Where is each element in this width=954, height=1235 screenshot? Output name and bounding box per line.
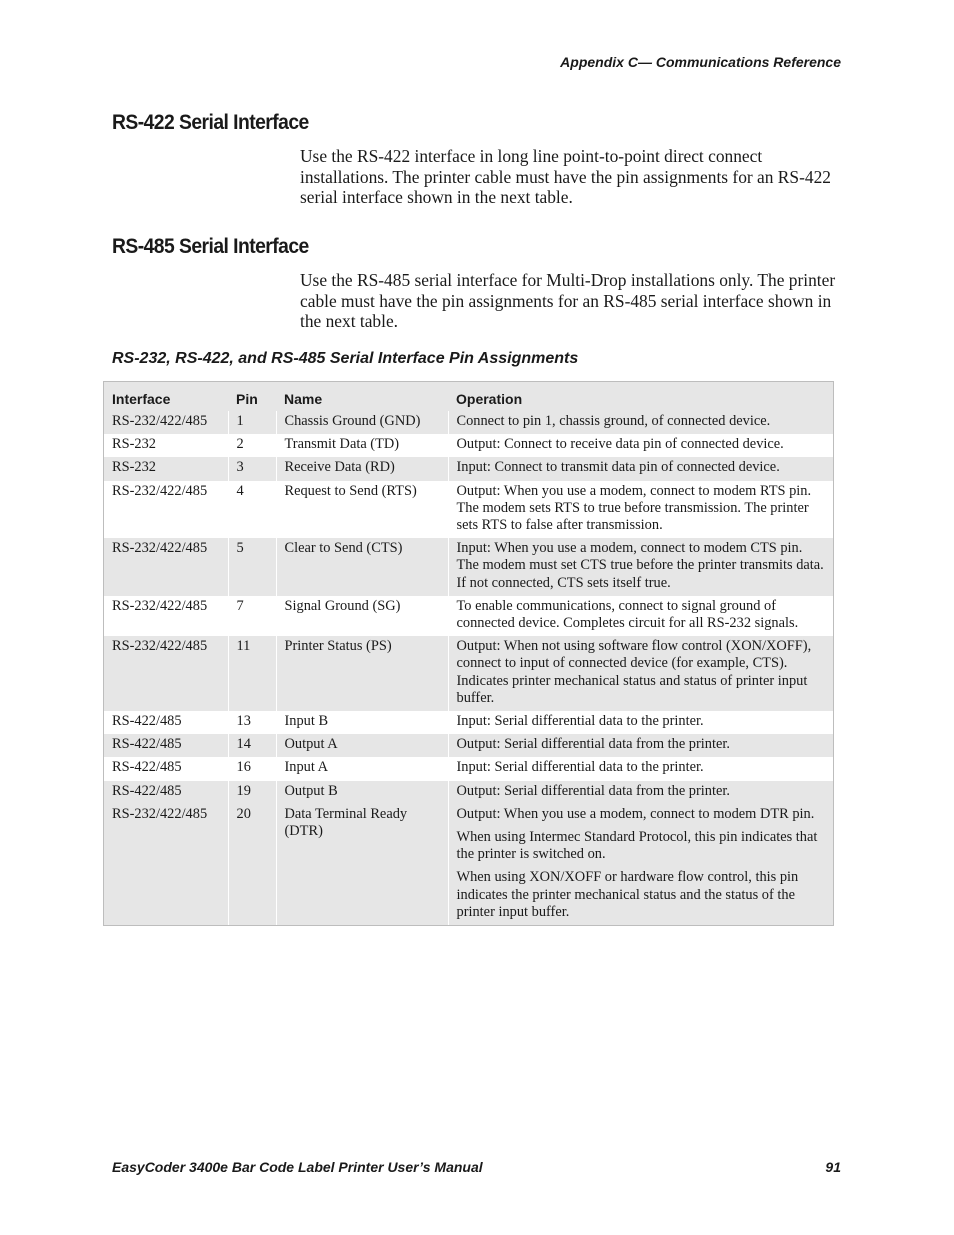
table-row bbox=[104, 481, 833, 539]
footer-manual-title: EasyCoder 3400e Bar Code Label Printer User’s Manual bbox=[112, 1159, 483, 1175]
section-heading-rs422: RS-422 Serial Interface bbox=[112, 111, 309, 134]
cell-pin: 14 bbox=[228, 734, 276, 757]
cell-pin: 11 bbox=[228, 636, 276, 711]
cell-interface: RS-232/422/485 bbox=[104, 538, 228, 596]
page-number: 91 bbox=[825, 1159, 841, 1175]
cell-operation bbox=[448, 538, 833, 596]
cell-name: Input B bbox=[276, 711, 448, 734]
table-row bbox=[104, 636, 833, 711]
operation-paragraph: Input: When you use a modem, connect to modem CTS pin. The modem must set CTS true before the printer transmits data. If not connected, CTS sets itself true. bbox=[456, 540, 824, 591]
cell-pin: 16 bbox=[228, 757, 276, 780]
cell-interface: RS-232 bbox=[104, 434, 228, 457]
cell-interface: RS-422/485 bbox=[104, 781, 228, 804]
cell-interface: RS-232/422/485 bbox=[104, 804, 228, 925]
cell-name: Output A bbox=[276, 734, 448, 757]
paragraph-rs422: Use the RS-422 interface in long line point-to-point direct connect installations. The printer cable must have the pin assignments for an RS-422 serial interface shown in the next table. bbox=[300, 146, 831, 208]
pin-assignment-table bbox=[103, 381, 834, 926]
cell-interface: RS-422/485 bbox=[104, 711, 228, 734]
table-row bbox=[104, 804, 833, 925]
cell-interface: RS-232/422/485 bbox=[104, 636, 228, 711]
column-header-pin: Pin bbox=[228, 382, 276, 411]
operation-paragraph: When using XON/XOFF or hardware flow control, this pin indicates the printer mechanical status and the status of the printer input buffer. bbox=[456, 869, 799, 920]
column-header-name: Name bbox=[276, 382, 448, 411]
cell-interface: RS-422/485 bbox=[104, 757, 228, 780]
cell-operation bbox=[448, 804, 833, 925]
cell-pin: 1 bbox=[228, 411, 276, 434]
cell-operation bbox=[448, 781, 833, 804]
cell-name: Request to Send (RTS) bbox=[276, 481, 448, 539]
table-row bbox=[104, 781, 833, 804]
column-header-interface: Interface bbox=[104, 382, 228, 411]
cell-operation bbox=[448, 757, 833, 780]
paragraph-rs485: Use the RS-485 serial interface for Multi-Drop installations only. The printer cable must have the pin assignments for an RS-485 serial interface shown in the next table. bbox=[300, 270, 836, 332]
table-row bbox=[104, 434, 833, 457]
cell-interface: RS-232/422/485 bbox=[104, 596, 228, 636]
cell-name: Transmit Data (TD) bbox=[276, 434, 448, 457]
operation-paragraph: When using Intermec Standard Protocol, this pin indicates that the printer is switched on. bbox=[456, 829, 818, 863]
table-row bbox=[104, 757, 833, 780]
operation-paragraph: To enable communications, connect to signal ground of connected device. Completes circuit for all RS-232 signals. bbox=[456, 597, 799, 632]
operation-paragraph: Input: Serial differential data to the printer. bbox=[456, 713, 704, 730]
operation-paragraph: Output: When you use a modem, connect to modem DTR pin. bbox=[456, 805, 815, 822]
operation-paragraph: Output: Serial differential data from the printer. bbox=[456, 736, 730, 753]
cell-operation bbox=[448, 411, 833, 434]
cell-name: Clear to Send (CTS) bbox=[276, 538, 448, 596]
table-row bbox=[104, 596, 833, 636]
operation-paragraph: Output: Connect to receive data pin of connected device. bbox=[456, 436, 784, 453]
cell-name: Data Terminal Ready (DTR) bbox=[276, 804, 448, 925]
cell-name: Output B bbox=[276, 781, 448, 804]
table-row bbox=[104, 711, 833, 734]
cell-pin: 20 bbox=[228, 804, 276, 925]
cell-interface: RS-232 bbox=[104, 457, 228, 480]
cell-name: Chassis Ground (GND) bbox=[276, 411, 448, 434]
table-body bbox=[104, 411, 833, 925]
cell-name: Receive Data (RD) bbox=[276, 457, 448, 480]
cell-pin: 5 bbox=[228, 538, 276, 596]
cell-interface: RS-232/422/485 bbox=[104, 411, 228, 434]
section-heading-rs485: RS-485 Serial Interface bbox=[112, 235, 309, 258]
cell-pin: 19 bbox=[228, 781, 276, 804]
cell-operation bbox=[448, 457, 833, 480]
cell-operation bbox=[448, 596, 833, 636]
cell-interface: RS-232/422/485 bbox=[104, 481, 228, 539]
cell-pin: 3 bbox=[228, 457, 276, 480]
table-row bbox=[104, 538, 833, 596]
cell-pin: 13 bbox=[228, 711, 276, 734]
cell-operation bbox=[448, 636, 833, 711]
operation-paragraph: Input: Serial differential data to the printer. bbox=[456, 759, 704, 776]
cell-name: Signal Ground (SG) bbox=[276, 596, 448, 636]
operation-paragraph: Output: Serial differential data from the printer. bbox=[456, 782, 730, 799]
running-header: Appendix C— Communications Reference bbox=[560, 54, 841, 70]
table-row bbox=[104, 734, 833, 757]
cell-operation bbox=[448, 434, 833, 457]
table-row bbox=[104, 411, 833, 434]
table-header-row bbox=[104, 382, 833, 411]
cell-pin: 4 bbox=[228, 481, 276, 539]
cell-interface: RS-422/485 bbox=[104, 734, 228, 757]
operation-paragraph: Output: When you use a modem, connect to modem RTS pin. The modem sets RTS to true before transmission. The printer sets RTS to false after transmission. bbox=[456, 482, 812, 534]
cell-operation bbox=[448, 711, 833, 734]
cell-operation bbox=[448, 734, 833, 757]
table-row bbox=[104, 457, 833, 480]
cell-pin: 2 bbox=[228, 434, 276, 457]
operation-paragraph: Output: When not using software flow control (XON/XOFF), connect to input of connected device (for example, CTS). Indicates printer mechanical status and status of printer input buffer. bbox=[456, 638, 812, 706]
cell-pin: 7 bbox=[228, 596, 276, 636]
operation-paragraph: Connect to pin 1, chassis ground, of connected device. bbox=[456, 413, 771, 429]
cell-operation bbox=[448, 481, 833, 539]
operation-paragraph: Input: Connect to transmit data pin of connected device. bbox=[456, 459, 780, 476]
cell-name: Input A bbox=[276, 757, 448, 780]
table-caption: RS-232, RS-422, and RS-485 Serial Interface Pin Assignments bbox=[112, 350, 579, 367]
cell-name: Printer Status (PS) bbox=[276, 636, 448, 711]
column-header-operation: Operation bbox=[448, 382, 833, 411]
